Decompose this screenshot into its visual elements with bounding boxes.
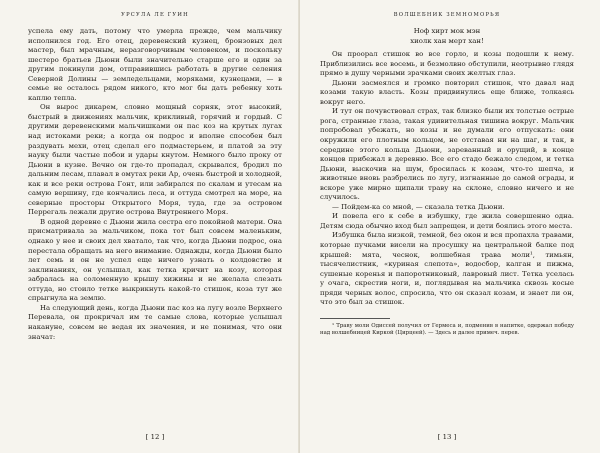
footnote-divider	[320, 318, 390, 319]
page-number-right: [ 13 ]	[437, 433, 457, 441]
paragraph: В одной деревне с Дьюни жила сестра его покойной матери. Она присматривала за мальчиком, пока тот был совсем маленьким, однако у нее и своих дел хватало, так что, когда Дьюни подрос, она перестала обращать на него внимание. Однажды, когда Дьюни было лет семь и он не успел еще ничего узнать о колдовстве и заклинаниях, он услышал, как тетка кричит на козу, которая забралась на соломенную крышу хижины и не желала слезать оттуда, но стоило тетке выкрикнуть какой-то стишок, коза тут же спрыгнула на землю.	[28, 217, 282, 303]
paragraph: — Пойдем-ка со мной, — сказала тетка Дьюни.	[332, 202, 505, 211]
right-page-text	[320, 50, 574, 308]
verse-line: хиолк хан мерт хан!	[410, 36, 484, 45]
paragraph: И повела его к себе в избушку, где жила совершенно одна. Детям сюда обычно вход был запрещен, и дети боялись этого места.	[320, 212, 574, 230]
paragraph: Он вырос дикарем, словно мощный сорняк, этот высокий, быстрый в движениях мальчик, крикливый, горячий и гордый. С другими деревенскими мальчишками он пас коз на крутых лугах над истоками реки; а когда он подрос и вполне способен был раздувать мехи, отец сделал его подмастерьем, и платой за эту науку были частые побои и удары кнутом. Немного было проку от Дьюни в кузне. Вечно он где-то пропадал, скрывался, бродил по дальним лесам, плавал в омутах реки Ар, очень быстрой и холодной, как и все реки острова Гонт, или забирался по скалам и утесам на самую вершину, где кончались леса, и оттуда смотрел на море, на северные просторы Открытого Моря, туда, где за островом Перрегаль лежали другие острова Внутреннего Моря.	[28, 103, 282, 217]
right-page	[300, 0, 600, 453]
paragraph: Дьюни засмеялся и громко повторил стишок, что давал над козами такую власть. Козы придвинулись еще ближе, толкаясь вокруг него.	[320, 78, 574, 106]
paragraph: И тут он почувствовал страх, так близко были их толстые острые рога, странные глаза, такая удивительная тишина вокруг. Мальчик попробовал убежать, но козы и не думали его отпускать: они окружили его плотным кольцом, не отставая ни на шаг, и так, в середине этого кольца Дьюни, зареванный и орущий, в конце концов прибежал в деревню. Все его стадо бежало следом, и тетка Дьюни, выскочив на шум, бросилась к козам, что-то шепча, и животные вновь разбрелись по лугу, изгнанные до самой ограды, и вскоре уже мирно щипали траву на склоне, словно ничего и не случилось.	[320, 107, 574, 202]
verse-line: Ноф хирт мок мэн	[413, 27, 481, 35]
running-head-author: УРСУЛА ЛЕ ГУИН	[121, 12, 189, 18]
left-page-text	[28, 27, 282, 342]
paragraph: успела ему дать, потому что умерла прежде, чем мальчику исполнился год. Его отец, деревенский кузнец, бронзовых дел мастер, был мрачным, неразговорчивым человеком, и поскольку шестеро братьев Дьюни были значительно старше его и один за другим покинули дом, отправившись работать в другие селения Северной Долины — земледельцами, моряками, кузнецами, — в семье не осталось рядом никого, кто мог бы дать ребенку хоть каплю тепла.	[28, 27, 282, 102]
footnote: ¹ Траву моли Одиссей получил от Гермеса и, подменив в напитке, одержал победу над волшебницей Киркой (Цирцеей). — Здесь и далее примеч. перев.	[320, 322, 574, 337]
paragraph: Избушка была низкой, темной, без окон и вся пропахла травами, которые пучками висели на просушку на центральной балке под крышей: мята, чеснок, волшебная трава моли¹, тимьян, тысячелистник, «куриная слепота», водосбор, калган и пижма, сушеные коренья и папоротниковый, лавровый лист. Тетка уселась у очага, скрестив ноги, и, поглядывая на мальчика сквозь косые пряди черных волос, спросила, что он сказал козам, и знает ли он, что это был за стишок.	[320, 231, 574, 307]
paragraph: На следующий день, когда Дьюни пас коз на лугу возле Верхнего Перевала, он прокричал им те самые слова, которые услышал накануне, совсем не ведая их значения, и не понимая, что они значат:	[28, 303, 282, 341]
running-head-title: ВОЛШЕБНИК ЗЕМНОМОРЬЯ	[393, 12, 501, 18]
paragraph: Он проорал стишок во все горло, и козы подошли к нему. Приблизились все восемь, и безмолвно обступили, неотрывно глядя прямо в душу черными зрачками своих желтых глаз.	[320, 50, 574, 78]
page-number-left: [ 12 ]	[145, 433, 165, 441]
verse-block	[320, 27, 574, 46]
